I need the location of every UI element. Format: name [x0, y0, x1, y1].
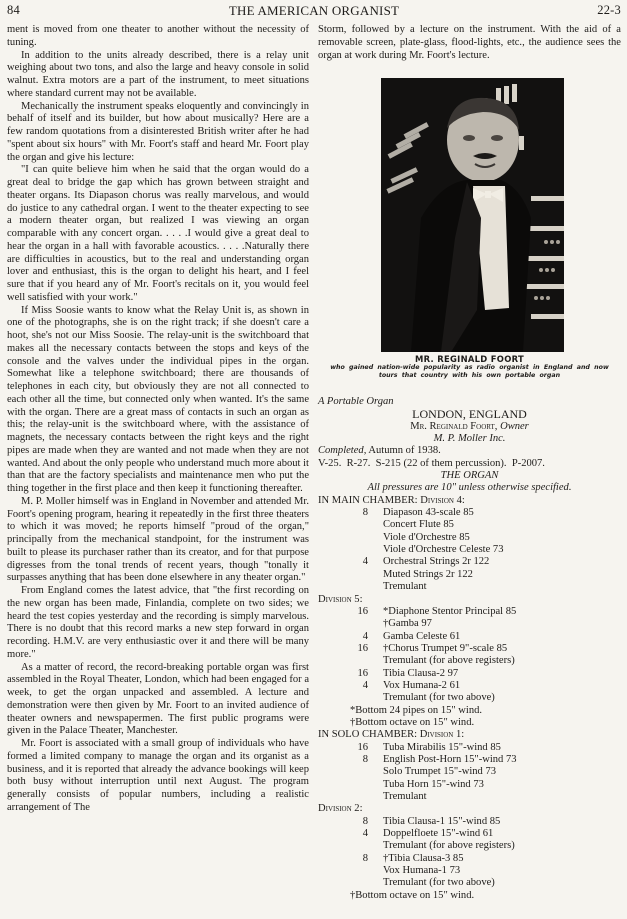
stop-row: Tremulant	[383, 791, 427, 802]
caption-name: MR. REGINALD FOORT	[414, 354, 525, 364]
stop-row: 16 Tibia Clausa-2 97	[357, 667, 459, 679]
paragraph: In addition to the units already described, there is a relay unit weighing about two tons, and also the large and heavy console in solid walnut. Extra motors are a part of the instrument, to meet situations where standard current may not be available.	[7, 49, 309, 99]
stop-row: 16 †Chorus Trumpet 9"-scale 85	[357, 642, 508, 654]
footnote: †Bottom octave on 15" wind.	[350, 716, 475, 728]
photo-caption	[318, 354, 621, 380]
division-name: Division 1:	[419, 729, 465, 741]
stop-row: Tremulant (for two above)	[383, 877, 495, 889]
paragraph: As a matter of record, the record-breaking portable organ was first assembled in the Royal Theater, London, which had been engaged for a week, to get the organ unpacked and assembled. A lecture and demonstration were then given by Mr. Foort to an invited audience of theater owners and newspapermen. The first public programs were given in the Palace Theater, Manchester.	[7, 661, 309, 737]
spec-owner	[318, 421, 621, 433]
paragraph: Mr. Foort is associated with a small group of individuals who have formed a limited company to manage the organ and its organist as a business, and it is reported that already the advance bookings will keep both busy without interruption until next August. The program generally consists of popular numbers, including a realistic arrangement of The	[7, 738, 309, 813]
spec-stats: V-25. R-27. S-215 (22 of them percussion). P-2007.	[318, 457, 545, 469]
stop-row: 4 Orchestral Strings 2r 122	[362, 556, 490, 568]
stop-row: 4 Doppelfloete 15"-wind 61	[362, 828, 494, 840]
footnote: †Bottom octave on 15" wind.	[350, 889, 475, 901]
portrait-image	[381, 78, 564, 352]
completed-label: Completed,	[318, 445, 367, 457]
caption-subtitle-line-1: who gained nation-wide popularity as radio organist in England and now	[330, 364, 609, 371]
stop-row: 8 Diapason 43-scale 85	[362, 507, 474, 519]
continued-paragraph: Storm, followed by a lecture on the instrument. With the aid of a removable screen, plate-glass, flood-lights, etc., the audience sees the organ at work during Mr. Foort's lecture.	[318, 24, 621, 61]
stop-row: Vox Humana-1 73	[383, 865, 461, 877]
stop-row: 16 Tuba Mirabilis 15"-wind 85	[357, 741, 501, 753]
footnote: *Bottom 24 pipes on 15" wind.	[350, 704, 483, 716]
stop-row: 4 Vox Humana-2 61	[362, 679, 461, 691]
stop-row: Viole d'Orchestre 85	[383, 531, 470, 543]
issue-number: 22-3	[597, 3, 621, 17]
page-number: 84	[7, 3, 20, 17]
stop-row: 16 *Diaphone Stentor Principal 85	[357, 605, 517, 617]
owner-name: Mr. Reginald Foort,	[410, 420, 498, 432]
paragraph: From England comes the latest advice, that "the first recording on the new organ has been made, Finlandia, complete on two sides; we heard the test copies yesterday and the recording is simply marvelous. There is no doubt that this record marks a new step forward in organ recording. H.M.V. are very enthusiastic over it and there will be many more."	[7, 585, 309, 660]
chamber-name: IN MAIN CHAMBER:	[318, 494, 418, 506]
running-header	[7, 3, 621, 19]
completed-value: Autumn of 1938.	[368, 445, 441, 457]
division-name: Division 5:	[318, 593, 363, 605]
paragraph: ment is moved from one theater to another without the necessity of tuning.	[7, 24, 309, 48]
spec-kicker: A Portable Organ	[318, 396, 394, 407]
caption-subtitle-line-2: tours that country with his own portable organ	[378, 372, 561, 379]
spec-builder: M. P. Moller Inc.	[433, 433, 506, 445]
chamber-heading	[318, 729, 621, 741]
spec-section-title: THE ORGAN	[440, 470, 499, 482]
publication-title: THE AMERICAN ORGANIST	[228, 3, 400, 18]
stop-row: †Gamba 97	[383, 618, 432, 630]
stop-row: 4 Gamba Celeste 61	[362, 630, 461, 642]
spec-completed	[318, 445, 621, 457]
division-name: Division 4:	[420, 494, 465, 506]
stop-row: Viole d'Orchestre Celeste 73	[383, 544, 504, 556]
spec-location: LONDON, ENGLAND	[412, 407, 527, 422]
quotation-paragraph: "I can quite believe him when he said that the organ would do a great deal to bridge the gap which has grown between straight and theater organs. Its Diapason chorus was really marvelous, and would do justice to any cathedral organ. I went to the theater expecting to see a modern theater organ, but realized I was viewing an organ comparable with any concert organ. . . . .I would give a great deal to hear the organ in a hall with favorable acoustics. . . . .Naturally there are difficulties in acoustics, but to the real and understanding organ lover and enthusiast, this is the organ to delight his heart, and I feel sure that if you heard any of Mr. Foort's recitals on it, you would feel well satisfied with your work."	[7, 164, 309, 303]
paragraph: If Miss Soosie wants to know what the Relay Unit is, as shown in one of the photographs, she is on the right track; if she doesn't care a hoot, she's not our Miss Soosie. The relay-unit is the switchboard that makes all the necessary contacts between the stops and keys of the console and the valves under the individual pipes in the organ. Somewhat like a telephone switchboard; there are thousands of telephones in each city, but obviously they are not all connected to each other all the time, but connected only when wanted. It's the same with the organ. There are a great mass of contacts in such an organ as this; the relay-unit is the switchboard where, with the assistance of magnets, the necessary contacts between the right keys and the right pipes are made when they are wanted and not made when they are not wanted. And about the only people who understand much more about it than that are the factory specialists and maintenance men who put the thing together in the first place and then keep it functioning thereafter.	[7, 304, 309, 494]
organ-specification	[318, 396, 621, 902]
stop-row: Tuba Horn 15"-wind 73	[383, 778, 484, 790]
stop-row: Tremulant (for above registers)	[383, 655, 515, 667]
paragraph: Mechanically the instrument speaks eloquently and convincingly in behalf of itself and its builder, but how about musically? Here are a few random quotations from a disinterested British writer after he had "spent about six hours" with Mr. Foort's staff and heard Mr. Foort play the organ and give his lecture:	[7, 100, 309, 163]
right-column	[318, 24, 621, 901]
owner-label: Owner	[500, 420, 529, 432]
chamber-name: IN SOLO CHAMBER:	[318, 729, 418, 741]
stop-row: Muted Strings 2r 122	[383, 568, 473, 580]
stop-row: Concert Flute 85	[383, 519, 454, 531]
stop-row: Solo Trumpet 15"-wind 73	[383, 766, 497, 778]
portrait-photo	[381, 78, 564, 352]
division-name: Division 2:	[318, 803, 363, 815]
left-column	[7, 24, 309, 815]
paragraph: M. P. Moller himself was in England in November and attended Mr. Foort's opening program, hearing it repeatedly in the first three theaters to which it was moved; he reports himself "proud of the organ," principally from the mechanical standpoint, for the instrument was built to please its purchaser rather than its creator, and for that purpose digresses from the tonal trends of recent years, though "tonally it surpasses anything that has been done elsewhere in any theater organ."	[7, 495, 309, 584]
stop-row: 8 English Post-Horn 15"-wind 73	[362, 753, 517, 765]
stop-row: 8 Tibia Clausa-1 15"-wind 85	[362, 815, 501, 827]
stop-row: Tremulant (for two above)	[383, 692, 495, 704]
stop-row: 8 †Tibia Clausa-3 85	[362, 852, 464, 864]
spec-pressure-note: All pressures are 10" unless otherwise specified.	[367, 482, 572, 494]
stop-row: Tremulant	[383, 581, 427, 593]
chamber-heading	[318, 495, 621, 507]
stop-row: Tremulant (for above registers)	[383, 840, 515, 852]
